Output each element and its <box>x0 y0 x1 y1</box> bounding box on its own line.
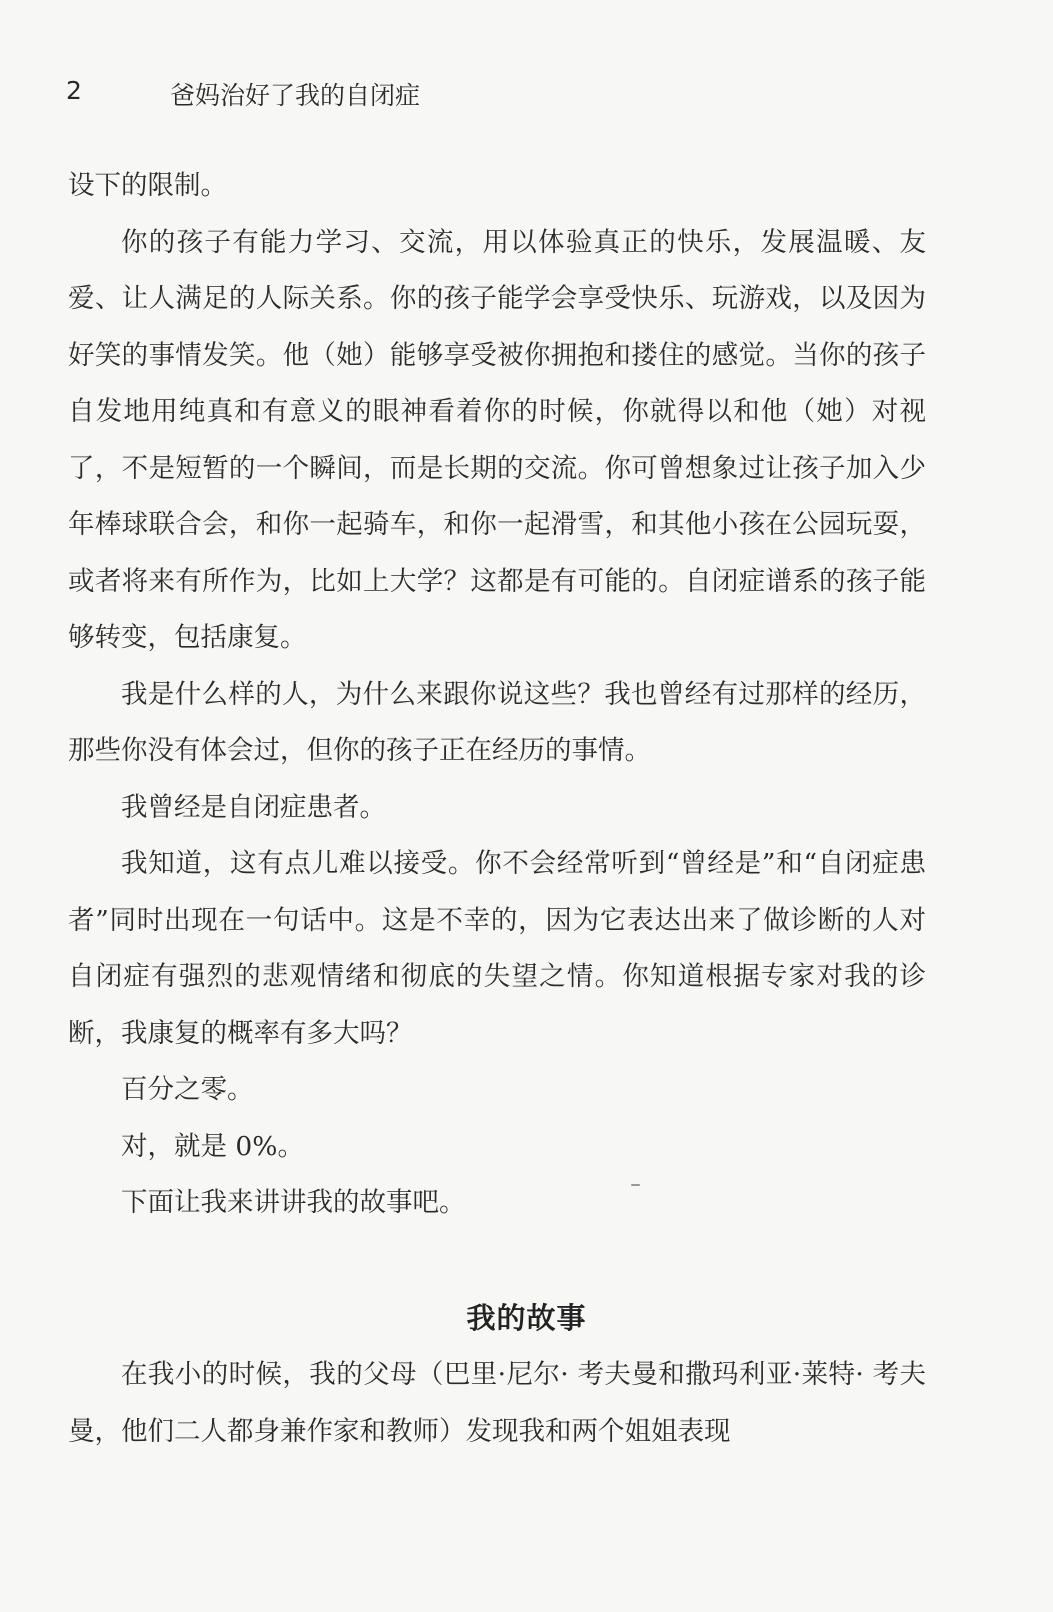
paragraph: 我知道，这有点儿难以接受。你不会经常听到“曾经是”和“自闭症患者”同时出现在一句话中。这是不幸的，因为它表达出来了做诊断的人对自闭症有强烈的悲观情绪和彻底的失望之情。你知道根据专家对我的诊断，我康复的概率有多大吗？ <box>68 848 926 1049</box>
paragraph: 对，就是 0%。 <box>121 1130 304 1162</box>
paragraph: 你的孩子有能力学习、交流，用以体验真正的快乐，发展温暖、友爱、让人满足的人际关系。你的孩子能学会享受快乐、玩游戏，以及因为好笑的事情发笑。他（她）能够享受被你拥抱和搂住的感觉。当你的孩子自发地用纯真和有意义的眼神看着你的时候，你就得以和他（她）对视了，不是短暂的一个瞬间，而是长期的交流。你可曾想象过让孩子加入少年棒球联合会，和你一起骑车，和你一起滑雪，和其他小孩在公园玩耍，或者将来有所作为，比如上大学？这都是有可能的。自闭症谱系的孩子能够转变，包括康复。 <box>68 226 926 653</box>
paragraph: 下面让我来讲讲我的故事吧。 <box>121 1187 466 1218</box>
section-text <box>68 1347 926 1460</box>
paragraph: 在我小的时候，我的父母（巴里·尼尔· 考夫曼和撒玛利亚·莱特· 考夫曼，他们二人都身兼作家和教师）发现我和两个姐姐表现 <box>68 1359 926 1447</box>
body-text <box>68 158 926 1232</box>
section-heading: 我的故事 <box>466 1301 587 1335</box>
paragraph: 我曾经是自闭症患者。 <box>121 791 386 823</box>
paragraph: 我是什么样的人，为什么来跟你说这些？我也曾经有过那样的经历，那些你没有体会过，但你的孩子正在经历的事情。 <box>68 678 926 766</box>
print-speck <box>631 1184 640 1186</box>
paragraph: 百分之零。 <box>121 1074 254 1105</box>
page-number: 2 <box>66 76 82 105</box>
paragraph-continuation: 设下的限制。 <box>68 170 227 201</box>
running-title: 爸妈治好了我的自闭症 <box>170 81 421 110</box>
